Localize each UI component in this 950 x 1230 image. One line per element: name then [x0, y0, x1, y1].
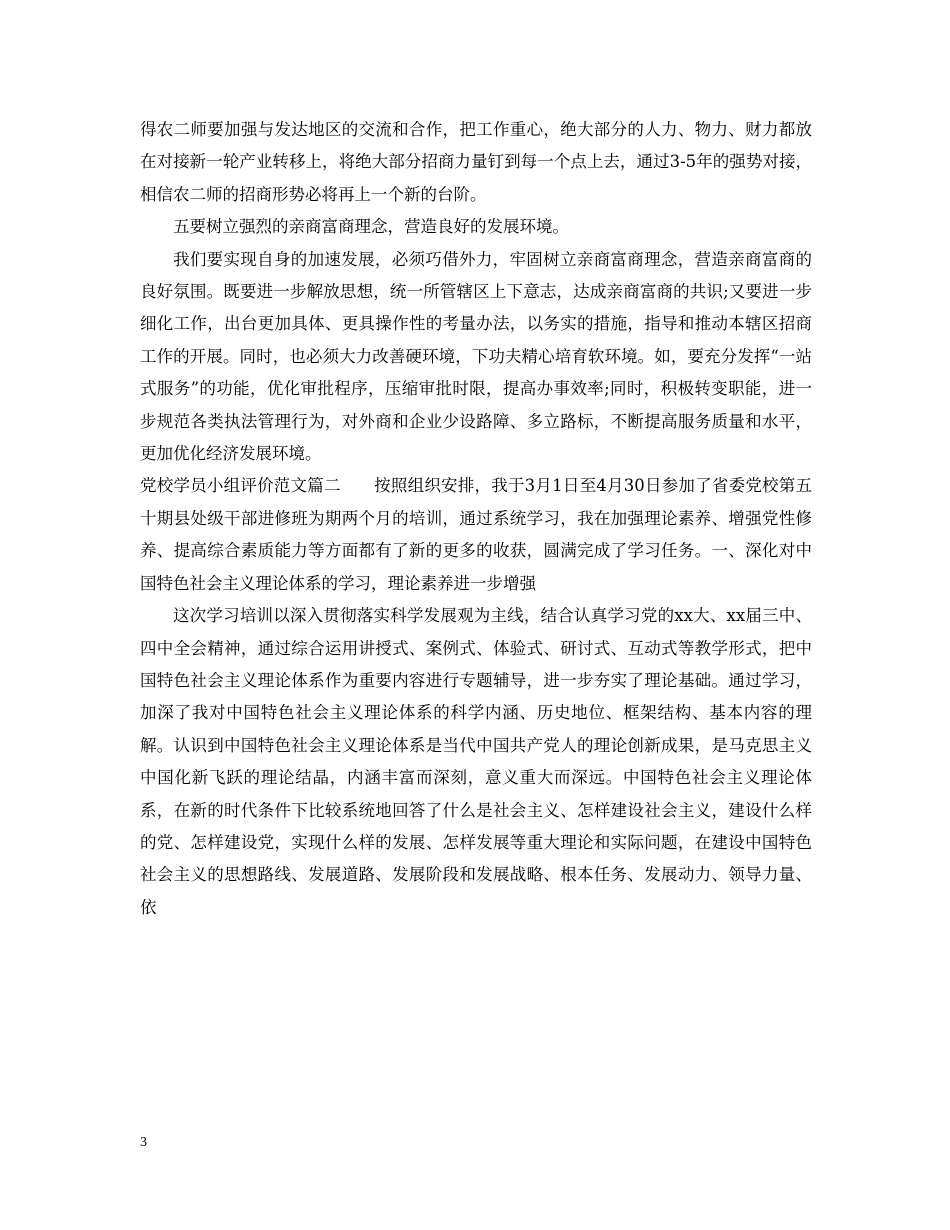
document-body	[140, 114, 812, 924]
paragraph-4: 党校学员小组评价范文篇二 按照组织安排，我于3月1日至4月30日参加了省委党校第五十期县处级干部进修班为期两个月的培训，通过系统学习，我在加强理论素养、增强党性修养、提高综合素质能力等方面都有了新的更多的收获，圆满完成了学习任务。一、深化对中国特色社会主义理论体系的学习，理论素养进一步增强	[140, 476, 812, 593]
page-number: 3	[140, 1135, 147, 1150]
paragraph-5: 这次学习培训以深入贯彻落实科学发展观为主线，结合认真学习党的xx大、xx届三中、四中全会精神，通过综合运用讲授式、案例式、体验式、研讨式、互动式等教学形式，把中国特色社会主义理论体系作为重要内容进行专题辅导，进一步夯实了理论基础。通过学习，加深了我对中国特色社会主义理论体系的科学内涵、历史地位、框架结构、基本内容的理解。认识到中国特色社会主义理论体系是当代中国共产党人的理论创新成果，是马克思主义中国化新飞跃的理论结晶，内涵丰富而深刻，意义重大而深远。中国特色社会主义理论体系，在新的时代条件下比较系统地回答了什么是社会主义、怎样建设社会主义，建设什么样的党、怎样建设党，实现什么样的发展、怎样发展等重大理论和实际问题，在建设中国特色社会主义的思想路线、发展道路、发展阶段和发展战略、根本任务、发展动力、领导力量、依	[140, 606, 812, 917]
paragraph-3: 我们要实现自身的加速发展，必须巧借外力，牢固树立亲商富商理念，营造亲商富商的良好氛围。既要进一步解放思想，统一所管辖区上下意志，达成亲商富商的共识;又要进一步细化工作，出台更加具体、更具操作性的考量办法，以务实的措施，指导和推动本辖区招商工作的开展。同时，也必须大力改善硬环境，下功夫精心培育软环境。如，要充分发挥“一站式服务”的功能，优化审批程序，压缩审批时限，提高办事效率;同时，积极转变职能，进一步规范各类执法管理行为，对外商和企业少设路障、多立路标，不断提高服务质量和水平，更加优化经济发展环境。	[140, 249, 812, 464]
paragraph-1: 得农二师要加强与发达地区的交流和合作，把工作重心，绝大部分的人力、物力、财力都放在对接新一轮产业转移上，将绝大部分招商力量钉到每一个点上去，通过3-5年的强势对接，相信农二师的招商形势必将再上一个新的台阶。	[140, 120, 812, 204]
paragraph-2: 五要树立强烈的亲商富商理念，营造良好的发展环境。	[173, 217, 569, 237]
